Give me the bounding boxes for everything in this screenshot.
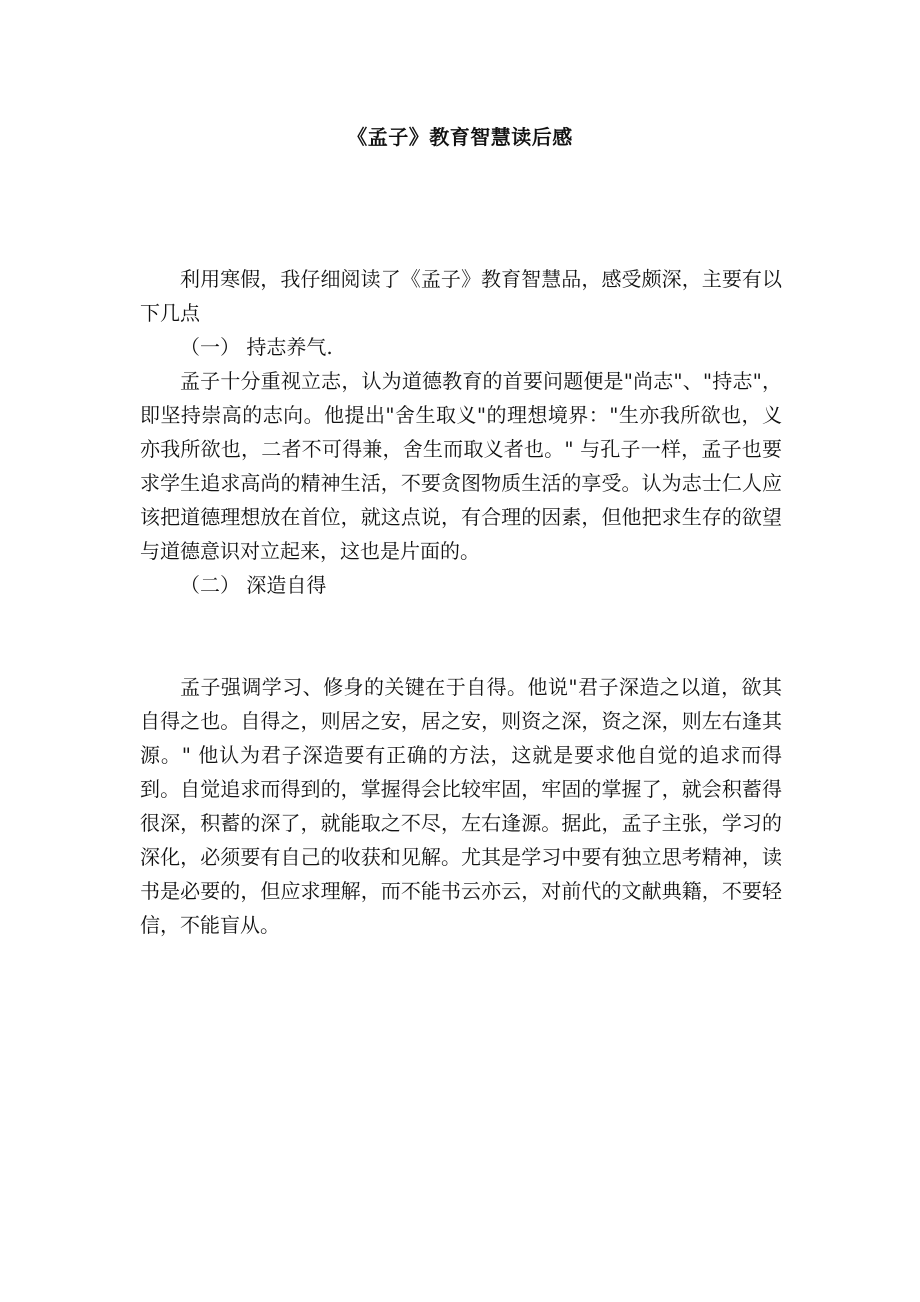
section-heading-1: （一） 持志养气. [180, 335, 333, 359]
section-spacer [140, 602, 782, 670]
document-title: 《孟子》教育智慧读后感 [347, 125, 573, 149]
intro-paragraph: 利用寒假，我仔细阅读了《孟子》教育智慧品，感受颇深，主要有以下几点 [140, 267, 782, 325]
document-body [140, 262, 782, 942]
section-heading-2: （二） 深造自得 [180, 573, 327, 597]
section-paragraph-1: 孟子十分重视立志，认为道德教育的首要问题便是"尚志"、"持志"，即坚持崇高的志向。他提出"舍生取义"的理想境界："生亦我所欲也，义亦我所欲也，二者不可得兼，舍生而取义者也。" 与孔子一样，孟子也要求学生追求高尚的精神生活，不要贪图物质生活的享受。认为志士仁人应该把道德理想放在首位，就这点说，有合理的因素，但他把求生存的欲望与道德意识对立起来，这也是片面的。 [140, 369, 782, 563]
section-paragraph-2: 孟子强调学习、修身的关键在于自得。他说"君子深造之以道，欲其自得之也。自得之，则居之安，居之安，则资之深，资之深，则左右逢其源。" 他认为君子深造要有正确的方法，这就是要求他自觉的追求而得到。自觉追求而得到的，掌握得会比较牢固，牢固的掌握了，就会积蓄得很深，积蓄的深了，就能取之不尽，左右逢源。据此，孟子主张，学习的深化，必须要有自己的收获和见解。尤其是学习中要有独立思考精神，读书是必要的，但应求理解，而不能书云亦云，对前代的文献典籍，不要轻信，不能盲从。 [140, 675, 782, 937]
